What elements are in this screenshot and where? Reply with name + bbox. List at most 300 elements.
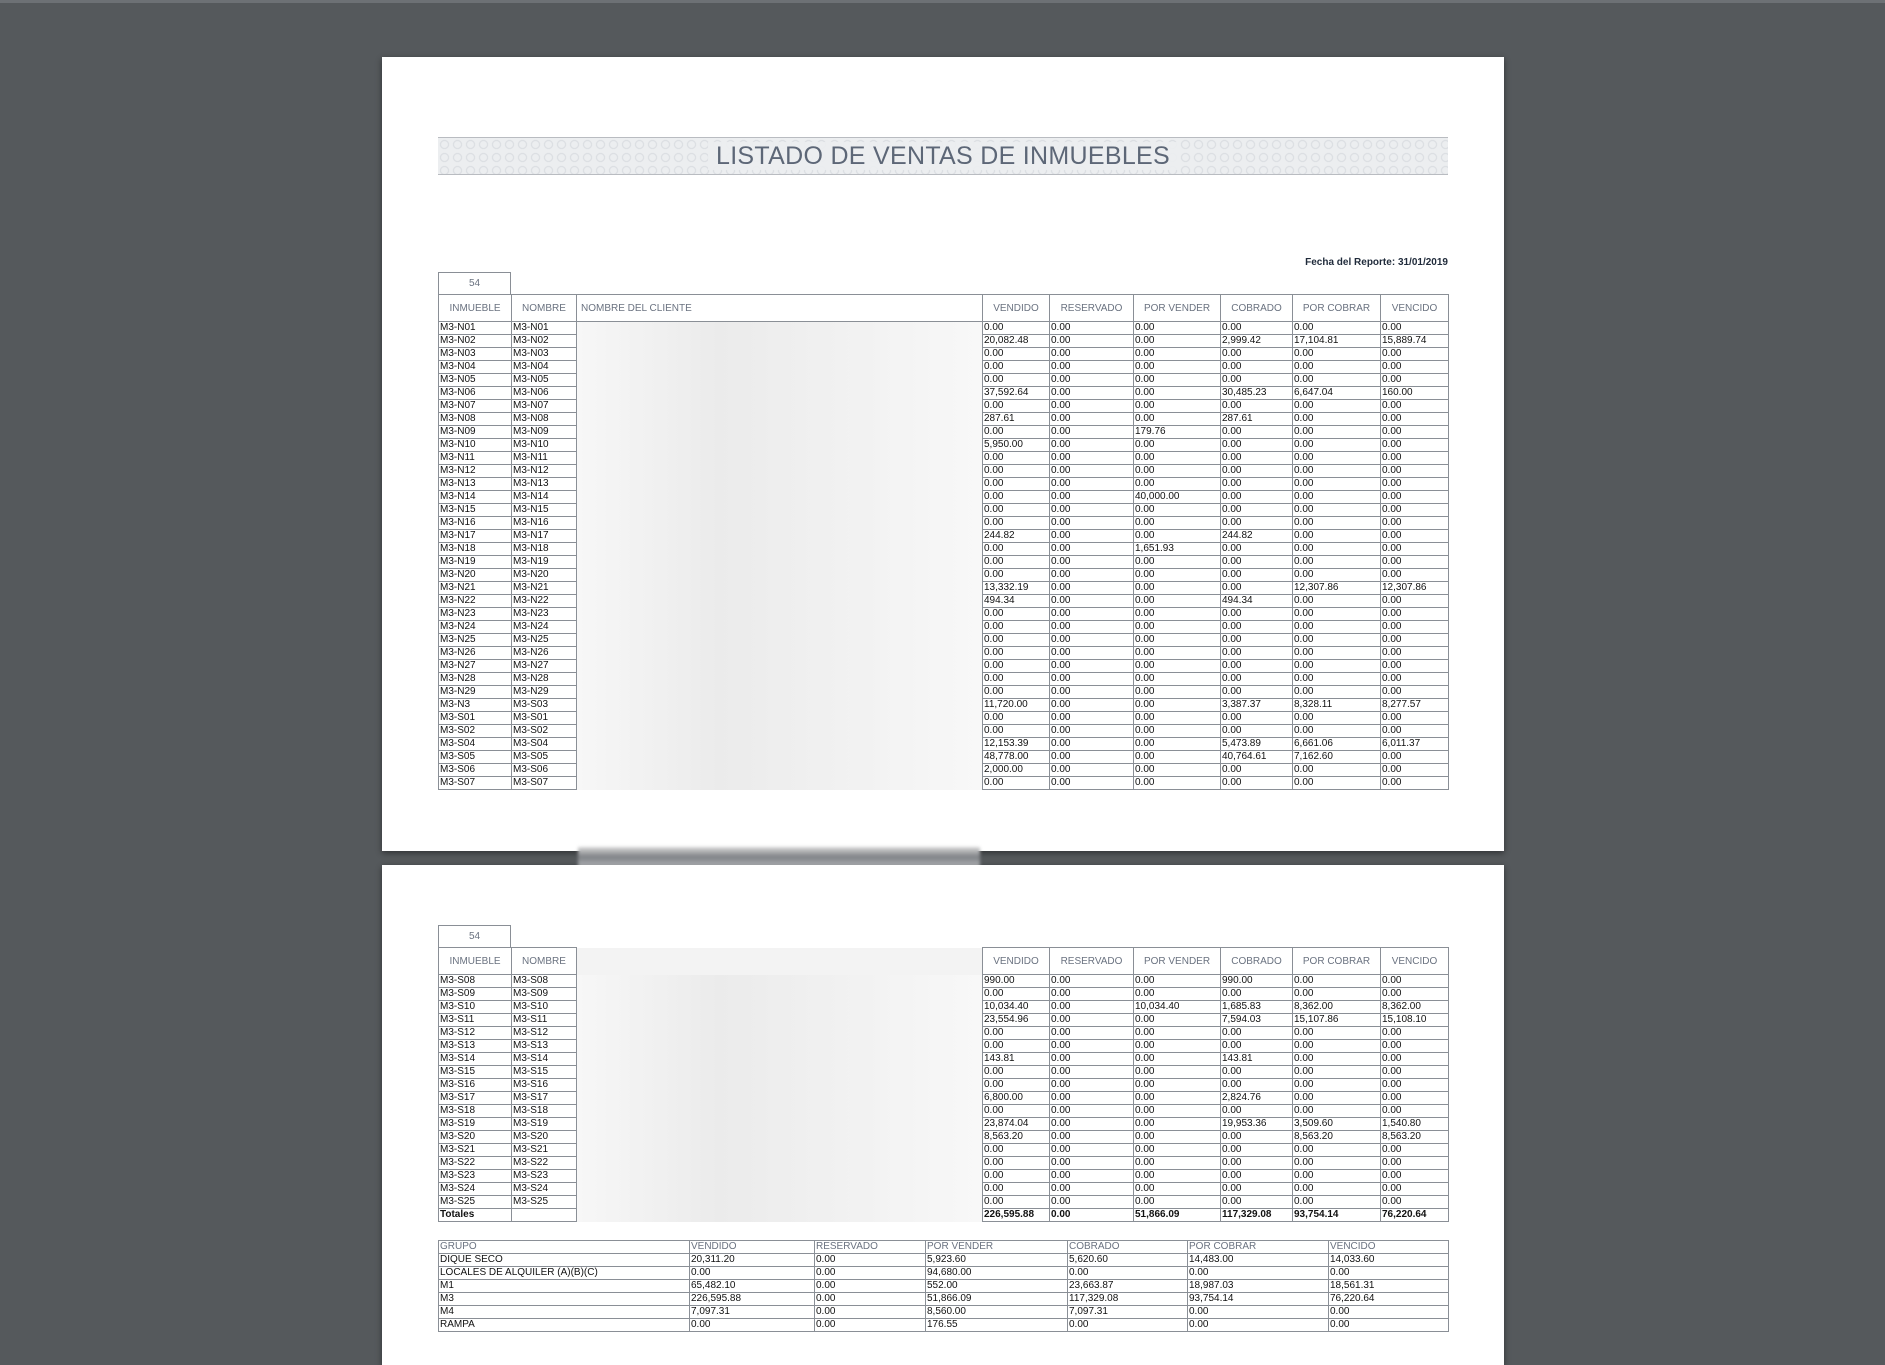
table-row: [439, 595, 1449, 608]
table-row: [439, 764, 1449, 777]
cell-vendido: 0.00: [983, 647, 1050, 660]
cell-vendido: 0.00: [983, 1066, 1050, 1079]
table-row: [439, 621, 1449, 634]
cell-nombre: M3-S13: [512, 1040, 577, 1053]
cell-por-vender: 0.00: [1134, 686, 1221, 699]
summary-value: 0.00: [690, 1319, 815, 1332]
client-cell-redacted: [577, 361, 983, 374]
cell-cobrado: 0.00: [1221, 777, 1293, 790]
cell-vendido: 990.00: [983, 975, 1050, 988]
cell-por-vender: 0.00: [1134, 452, 1221, 465]
cell-cobrado: 1,685.83: [1221, 1001, 1293, 1014]
cell-reservado: 0.00: [1050, 1053, 1134, 1066]
cell-por-cobrar: 0.00: [1293, 1157, 1381, 1170]
cell-nombre: M3-N27: [512, 660, 577, 673]
table-row: [439, 673, 1449, 686]
cell-cobrado: 2,999.42: [1221, 335, 1293, 348]
table-row: [439, 556, 1449, 569]
cell-reservado: 0.00: [1050, 387, 1134, 400]
cell-reservado: 0.00: [1050, 1170, 1134, 1183]
cell-por-vender: 0.00: [1134, 478, 1221, 491]
client-cell-redacted: [577, 569, 983, 582]
client-cell-redacted: [577, 465, 983, 478]
cell-por-cobrar: 0.00: [1293, 988, 1381, 1001]
cell-cobrado: 30,485.23: [1221, 387, 1293, 400]
cell-nombre: M3-N21: [512, 582, 577, 595]
cell-por-cobrar: 0.00: [1293, 413, 1381, 426]
cell-por-vender: 0.00: [1134, 1053, 1221, 1066]
cell-cobrado: 0.00: [1221, 1183, 1293, 1196]
cell-por-cobrar: 0.00: [1293, 530, 1381, 543]
cell-nombre: M3-N17: [512, 530, 577, 543]
cell-vendido: 287.61: [983, 413, 1050, 426]
table-row: [439, 569, 1449, 582]
cell-reservado: 0.00: [1050, 1131, 1134, 1144]
cell-inmueble: M3-N29: [439, 686, 512, 699]
cell-nombre: M3-N23: [512, 608, 577, 621]
cell-vendido: 494.34: [983, 595, 1050, 608]
summary-value: 0.00: [815, 1254, 926, 1267]
cell-reservado: 0.00: [1050, 361, 1134, 374]
cell-reservado: 0.00: [1050, 504, 1134, 517]
summary-value: 0.00: [815, 1267, 926, 1280]
cell-vencido: 0.00: [1381, 634, 1449, 647]
record-count: 54: [438, 272, 511, 294]
table-row: [439, 634, 1449, 647]
client-cell-redacted: [577, 517, 983, 530]
summary-group: M1: [439, 1280, 690, 1293]
cell-nombre: M3-N22: [512, 595, 577, 608]
cell-por-vender: 0.00: [1134, 975, 1221, 988]
cell-cobrado: 0.00: [1221, 439, 1293, 452]
cell-nombre: M3-S01: [512, 712, 577, 725]
cell-vendido: 0.00: [983, 1027, 1050, 1040]
cell-cobrado: 0.00: [1221, 322, 1293, 335]
cell-nombre: M3-N01: [512, 322, 577, 335]
document-page-2: [382, 865, 1504, 1365]
cell-vencido: 0.00: [1381, 1170, 1449, 1183]
cell-inmueble: M3-N07: [439, 400, 512, 413]
summary-value: 65,482.10: [690, 1280, 815, 1293]
cell-vencido: 0.00: [1381, 764, 1449, 777]
cell-vendido: 0.00: [983, 1157, 1050, 1170]
cell-vendido: 0.00: [983, 374, 1050, 387]
cell-vendido: 0.00: [983, 673, 1050, 686]
cell-por-cobrar: 0.00: [1293, 764, 1381, 777]
cell-vencido: 0.00: [1381, 478, 1449, 491]
cell-por-cobrar: 0.00: [1293, 673, 1381, 686]
cell-vencido: 8,563.20: [1381, 1131, 1449, 1144]
client-cell-redacted: [577, 1079, 983, 1092]
cell-vendido: 0.00: [983, 725, 1050, 738]
cell-vendido: 11,720.00: [983, 699, 1050, 712]
cell-por-cobrar: 0.00: [1293, 1027, 1381, 1040]
cell-por-cobrar: 0.00: [1293, 569, 1381, 582]
cell-inmueble: M3-S20: [439, 1131, 512, 1144]
cell-cobrado: 0.00: [1221, 725, 1293, 738]
cell-cobrado: 0.00: [1221, 1144, 1293, 1157]
cell-cobrado: 0.00: [1221, 452, 1293, 465]
summary-value: 14,033.60: [1329, 1254, 1449, 1267]
summary-group: DIQUE SECO: [439, 1254, 690, 1267]
cell-vencido: 0.00: [1381, 400, 1449, 413]
summary-group: RAMPA: [439, 1319, 690, 1332]
cell-vencido: 0.00: [1381, 452, 1449, 465]
summary-header-row: [439, 1241, 1449, 1254]
summary-row: [439, 1319, 1449, 1332]
cell-inmueble: M3-N03: [439, 348, 512, 361]
cell-reservado: 0.00: [1050, 530, 1134, 543]
summary-value: 18,987.03: [1188, 1280, 1329, 1293]
cell-por-cobrar: 0.00: [1293, 361, 1381, 374]
cell-vendido: 244.82: [983, 530, 1050, 543]
cell-vendido: 8,563.20: [983, 1131, 1050, 1144]
viewer-top-edge: [0, 0, 1885, 3]
cell-inmueble: M3-S23: [439, 1170, 512, 1183]
cell-inmueble: M3-S07: [439, 777, 512, 790]
cell-inmueble: M3-S25: [439, 1196, 512, 1209]
client-cell-redacted: [577, 387, 983, 400]
table-row: [439, 1001, 1449, 1014]
cell-por-vender: 0.00: [1134, 504, 1221, 517]
cell-vencido: 0.00: [1381, 1092, 1449, 1105]
cell-inmueble: M3-N01: [439, 322, 512, 335]
cell-inmueble: M3-N16: [439, 517, 512, 530]
cell-vencido: 0.00: [1381, 1144, 1449, 1157]
cell-cobrado: 0.00: [1221, 504, 1293, 517]
cell-inmueble: M3-N04: [439, 361, 512, 374]
cell-por-cobrar: 0.00: [1293, 725, 1381, 738]
client-cell-redacted: [577, 1053, 983, 1066]
cell-por-cobrar: 6,661.06: [1293, 738, 1381, 751]
cell-reservado: 0.00: [1050, 699, 1134, 712]
cell-por-vender: 0.00: [1134, 738, 1221, 751]
cell-por-vender: 179.76: [1134, 426, 1221, 439]
cell-cobrado: 0.00: [1221, 400, 1293, 413]
col-cobrado: COBRADO: [1221, 295, 1293, 322]
cell-inmueble: M3-N28: [439, 673, 512, 686]
cell-reservado: 0.00: [1050, 1040, 1134, 1053]
group-summary-table: [438, 1240, 1449, 1332]
table-row: [439, 413, 1449, 426]
client-cell-redacted: [577, 1066, 983, 1079]
client-cell-redacted: [577, 322, 983, 335]
cell-cobrado: 0.00: [1221, 1170, 1293, 1183]
cell-inmueble: M3-N21: [439, 582, 512, 595]
cell-cobrado: 0.00: [1221, 348, 1293, 361]
cell-inmueble: M3-S19: [439, 1118, 512, 1131]
cell-vendido: 0.00: [983, 426, 1050, 439]
cell-vendido: 0.00: [983, 1144, 1050, 1157]
cell-vendido: 0.00: [983, 543, 1050, 556]
cell-por-cobrar: 0.00: [1293, 1105, 1381, 1118]
cell-vendido: 0.00: [983, 465, 1050, 478]
client-cell-redacted: [577, 1170, 983, 1183]
cell-inmueble: M3-N22: [439, 595, 512, 608]
cell-por-vender: 0.00: [1134, 699, 1221, 712]
col-vencido: VENCIDO: [1381, 295, 1449, 322]
cell-vencido: 0.00: [1381, 1183, 1449, 1196]
cell-nombre: M3-N02: [512, 335, 577, 348]
cell-inmueble: M3-N11: [439, 452, 512, 465]
cell-cobrado: 0.00: [1221, 1027, 1293, 1040]
summary-row: [439, 1280, 1449, 1293]
cell-nombre: M3-N26: [512, 647, 577, 660]
cell-reservado: 0.00: [1050, 465, 1134, 478]
cell-inmueble: M3-S16: [439, 1079, 512, 1092]
totals-reservado: 0.00: [1050, 1209, 1134, 1222]
cell-nombre: M3-N18: [512, 543, 577, 556]
cell-por-cobrar: 6,647.04: [1293, 387, 1381, 400]
table-row: [439, 426, 1449, 439]
totals-cobrado: 117,329.08: [1221, 1209, 1293, 1222]
col-reservado: RESERVADO: [1050, 295, 1134, 322]
cell-por-cobrar: 0.00: [1293, 517, 1381, 530]
client-cell-redacted: [577, 660, 983, 673]
cell-inmueble: M3-S24: [439, 1183, 512, 1196]
summary-value: 0.00: [1188, 1306, 1329, 1319]
cell-por-vender: 0.00: [1134, 556, 1221, 569]
cell-por-vender: 0.00: [1134, 569, 1221, 582]
cell-vencido: 0.00: [1381, 1196, 1449, 1209]
summary-value: 23,663.87: [1068, 1280, 1188, 1293]
cell-cobrado: 287.61: [1221, 413, 1293, 426]
cell-vendido: 0.00: [983, 1183, 1050, 1196]
cell-cobrado: 0.00: [1221, 556, 1293, 569]
cell-vencido: 0.00: [1381, 374, 1449, 387]
table-row: [439, 452, 1449, 465]
cell-vencido: 160.00: [1381, 387, 1449, 400]
cell-vendido: 0.00: [983, 491, 1050, 504]
cell-por-cobrar: 12,307.86: [1293, 582, 1381, 595]
table-row: [439, 400, 1449, 413]
cell-reservado: 0.00: [1050, 426, 1134, 439]
cell-reservado: 0.00: [1050, 491, 1134, 504]
cell-inmueble: M3-N15: [439, 504, 512, 517]
cell-por-cobrar: 0.00: [1293, 660, 1381, 673]
cell-por-vender: 0.00: [1134, 1079, 1221, 1092]
totals-empty: [512, 1209, 577, 1222]
cell-inmueble: M3-N25: [439, 634, 512, 647]
cell-por-cobrar: 0.00: [1293, 634, 1381, 647]
cell-vencido: 0.00: [1381, 491, 1449, 504]
client-cell-redacted: [577, 400, 983, 413]
summary-value: 18,561.31: [1329, 1280, 1449, 1293]
cell-reservado: 0.00: [1050, 452, 1134, 465]
client-cell-redacted: [577, 988, 983, 1001]
cell-vendido: 13,332.19: [983, 582, 1050, 595]
table-row: [439, 1144, 1449, 1157]
cell-cobrado: 5,473.89: [1221, 738, 1293, 751]
cell-nombre: M3-S06: [512, 764, 577, 777]
cell-por-vender: 0.00: [1134, 1092, 1221, 1105]
client-cell-redacted: [577, 452, 983, 465]
cell-nombre: M3-S23: [512, 1170, 577, 1183]
table-row: [439, 1131, 1449, 1144]
cell-nombre: M3-N19: [512, 556, 577, 569]
cell-por-vender: 0.00: [1134, 777, 1221, 790]
table-row: [439, 660, 1449, 673]
table-row: [439, 975, 1449, 988]
summary-value: 51,866.09: [926, 1293, 1068, 1306]
summary-value: 0.00: [1068, 1319, 1188, 1332]
cell-reservado: 0.00: [1050, 975, 1134, 988]
cell-vendido: 0.00: [983, 1196, 1050, 1209]
client-cell-redacted: [577, 595, 983, 608]
totals-label: Totales: [439, 1209, 512, 1222]
cell-reservado: 0.00: [1050, 1066, 1134, 1079]
client-cell-redacted: [577, 348, 983, 361]
cell-por-cobrar: 0.00: [1293, 1170, 1381, 1183]
summary-row: [439, 1293, 1449, 1306]
cell-vencido: 0.00: [1381, 1066, 1449, 1079]
cell-por-vender: 0.00: [1134, 1157, 1221, 1170]
col-cobrado: COBRADO: [1221, 948, 1293, 975]
summary-value: 5,620.60: [1068, 1254, 1188, 1267]
cell-vencido: 0.00: [1381, 348, 1449, 361]
cell-reservado: 0.00: [1050, 621, 1134, 634]
cell-nombre: M3-N08: [512, 413, 577, 426]
cell-nombre: M3-S08: [512, 975, 577, 988]
cell-nombre: M3-N06: [512, 387, 577, 400]
client-cell-redacted: [577, 335, 983, 348]
cell-cobrado: 0.00: [1221, 374, 1293, 387]
cell-nombre: M3-S05: [512, 751, 577, 764]
cell-nombre: M3-N13: [512, 478, 577, 491]
cell-reservado: 0.00: [1050, 517, 1134, 530]
col-por-cobrar: POR COBRAR: [1293, 295, 1381, 322]
cell-reservado: 0.00: [1050, 413, 1134, 426]
summary-value: 7,097.31: [1068, 1306, 1188, 1319]
cell-nombre: M3-S19: [512, 1118, 577, 1131]
cell-cobrado: 7,594.03: [1221, 1014, 1293, 1027]
cell-reservado: 0.00: [1050, 1079, 1134, 1092]
cell-por-cobrar: 0.00: [1293, 1053, 1381, 1066]
cell-vendido: 48,778.00: [983, 751, 1050, 764]
cell-por-vender: 0.00: [1134, 1014, 1221, 1027]
cell-cobrado: 0.00: [1221, 478, 1293, 491]
cell-por-vender: 0.00: [1134, 1196, 1221, 1209]
summary-value: 0.00: [1188, 1319, 1329, 1332]
cell-vencido: 0.00: [1381, 413, 1449, 426]
document-page-1: [382, 57, 1504, 851]
table-row: [439, 439, 1449, 452]
table-row: [439, 1157, 1449, 1170]
cell-inmueble: M3-N3: [439, 699, 512, 712]
client-cell-redacted: [577, 751, 983, 764]
cell-cobrado: 143.81: [1221, 1053, 1293, 1066]
client-cell-redacted: [577, 712, 983, 725]
table-row: [439, 348, 1449, 361]
cell-vencido: 0.00: [1381, 1027, 1449, 1040]
cell-cobrado: 0.00: [1221, 608, 1293, 621]
cell-reservado: 0.00: [1050, 595, 1134, 608]
client-cell-redacted: [577, 1157, 983, 1170]
cell-por-vender: 0.00: [1134, 335, 1221, 348]
cell-cobrado: 0.00: [1221, 621, 1293, 634]
cell-cobrado: 3,387.37: [1221, 699, 1293, 712]
cell-vendido: 20,082.48: [983, 335, 1050, 348]
col-inmueble: INMUEBLE: [439, 948, 512, 975]
cell-inmueble: M3-N14: [439, 491, 512, 504]
cell-vendido: 0.00: [983, 322, 1050, 335]
summary-value: 0.00: [1329, 1267, 1449, 1280]
table-row: [439, 1118, 1449, 1131]
summary-value: 0.00: [1329, 1319, 1449, 1332]
cell-nombre: M3-N05: [512, 374, 577, 387]
cell-vendido: 0.00: [983, 608, 1050, 621]
cell-nombre: M3-N15: [512, 504, 577, 517]
cell-nombre: M3-S07: [512, 777, 577, 790]
cell-inmueble: M3-N13: [439, 478, 512, 491]
cell-reservado: 0.00: [1050, 764, 1134, 777]
cell-vencido: 0.00: [1381, 621, 1449, 634]
cell-nombre: M3-S24: [512, 1183, 577, 1196]
summary-value: 0.00: [815, 1306, 926, 1319]
client-cell-redacted: [577, 426, 983, 439]
cell-por-cobrar: 0.00: [1293, 1144, 1381, 1157]
cell-inmueble: M3-N17: [439, 530, 512, 543]
cell-vencido: 0.00: [1381, 1157, 1449, 1170]
cell-vencido: 0.00: [1381, 361, 1449, 374]
cell-reservado: 0.00: [1050, 647, 1134, 660]
cell-vencido: 0.00: [1381, 439, 1449, 452]
summary-value: 0.00: [690, 1267, 815, 1280]
col-nombre: NOMBRE: [512, 948, 577, 975]
cell-nombre: M3-S21: [512, 1144, 577, 1157]
cell-nombre: M3-S04: [512, 738, 577, 751]
table-row: [439, 387, 1449, 400]
cell-inmueble: M3-S22: [439, 1157, 512, 1170]
cell-por-cobrar: 17,104.81: [1293, 335, 1381, 348]
table-row: [439, 335, 1449, 348]
cell-reservado: 0.00: [1050, 1001, 1134, 1014]
client-cell-redacted: [577, 374, 983, 387]
client-cell-redacted: [577, 686, 983, 699]
cell-vendido: 0.00: [983, 1105, 1050, 1118]
cell-nombre: M3-N28: [512, 673, 577, 686]
cell-vencido: 15,108.10: [1381, 1014, 1449, 1027]
cell-inmueble: M3-N19: [439, 556, 512, 569]
cell-por-cobrar: 0.00: [1293, 465, 1381, 478]
cell-vencido: 15,889.74: [1381, 335, 1449, 348]
cell-vendido: 0.00: [983, 400, 1050, 413]
cell-por-cobrar: 0.00: [1293, 1040, 1381, 1053]
cell-reservado: 0.00: [1050, 1092, 1134, 1105]
cell-reservado: 0.00: [1050, 543, 1134, 556]
cell-vendido: 0.00: [983, 1170, 1050, 1183]
cell-vencido: 0.00: [1381, 1053, 1449, 1066]
cell-vendido: 143.81: [983, 1053, 1050, 1066]
cell-reservado: 0.00: [1050, 322, 1134, 335]
cell-inmueble: M3-S11: [439, 1014, 512, 1027]
client-cell-redacted: [577, 543, 983, 556]
cell-reservado: 0.00: [1050, 1014, 1134, 1027]
cell-reservado: 0.00: [1050, 712, 1134, 725]
summary-value: 176.55: [926, 1319, 1068, 1332]
cell-vendido: 0.00: [983, 686, 1050, 699]
cell-reservado: 0.00: [1050, 582, 1134, 595]
cell-vencido: 0.00: [1381, 777, 1449, 790]
cell-inmueble: M3-N06: [439, 387, 512, 400]
table-row: [439, 361, 1449, 374]
cell-por-cobrar: 0.00: [1293, 712, 1381, 725]
cell-vendido: 0.00: [983, 504, 1050, 517]
cell-por-cobrar: 0.00: [1293, 400, 1381, 413]
cell-nombre: M3-S18: [512, 1105, 577, 1118]
cell-nombre: M3-N10: [512, 439, 577, 452]
cell-cobrado: 0.00: [1221, 465, 1293, 478]
